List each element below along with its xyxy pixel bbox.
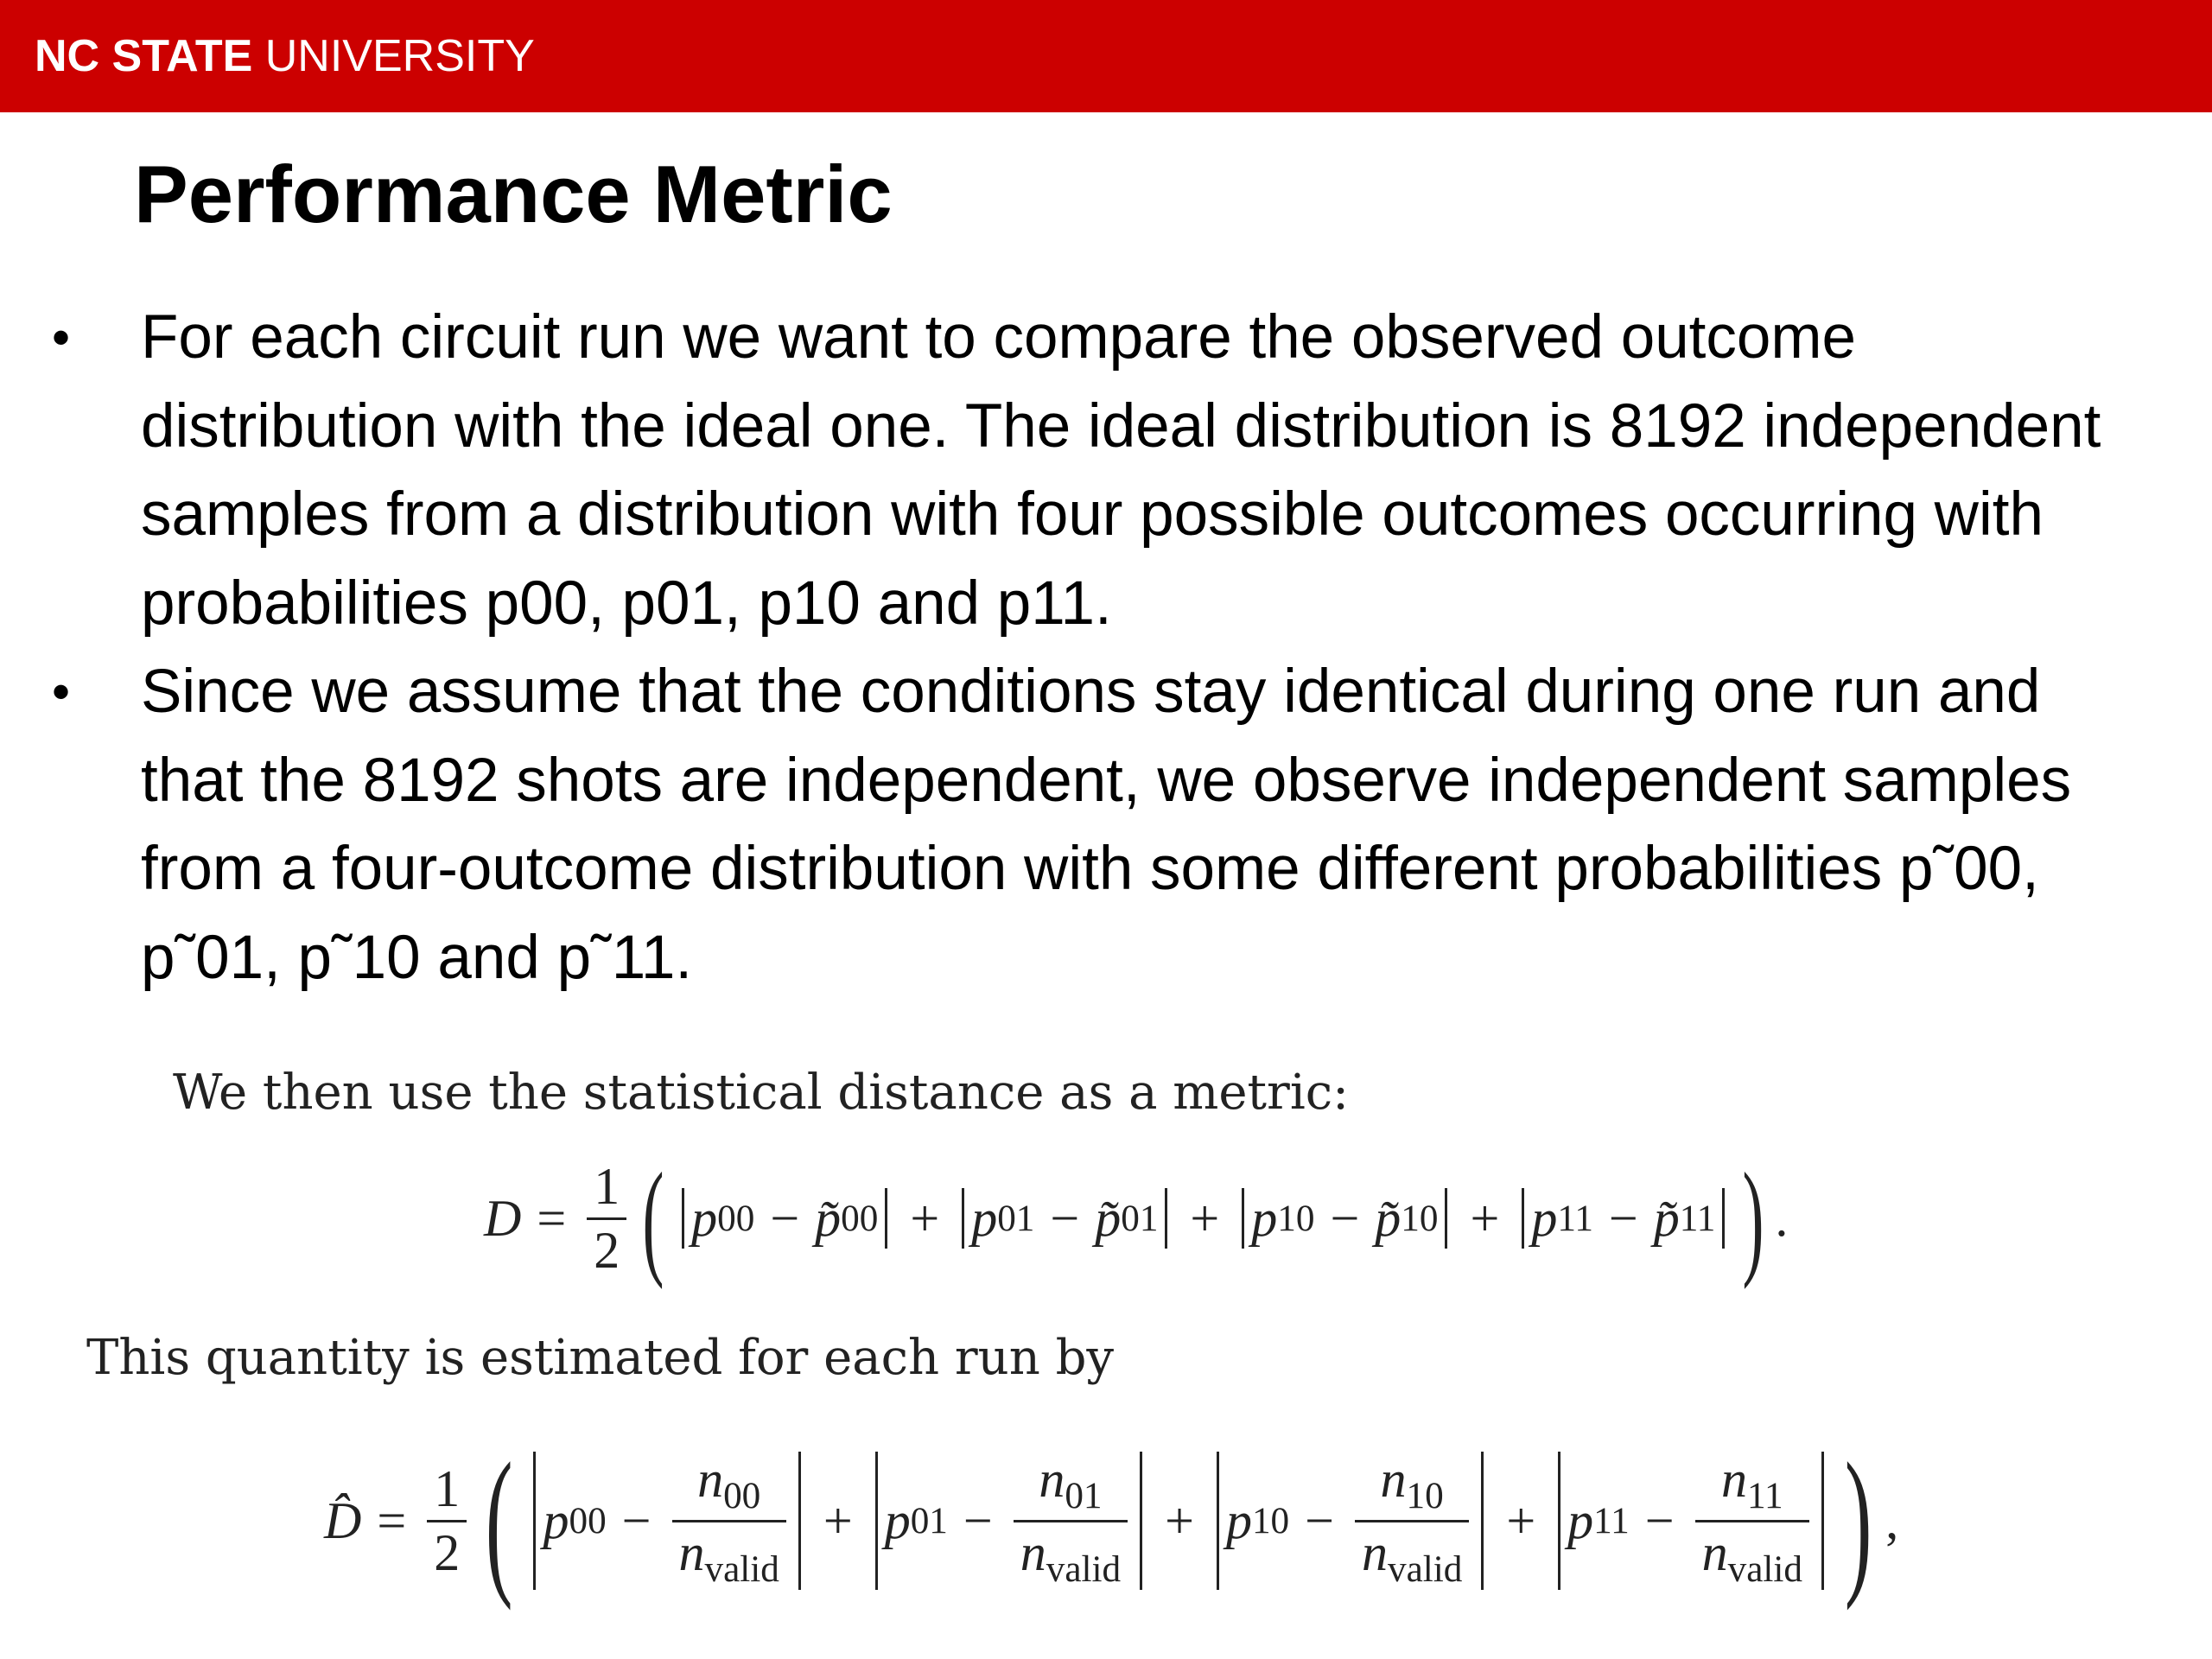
valid-sub: valid <box>1387 1548 1463 1590</box>
abs-bar <box>1165 1188 1167 1249</box>
minus-sign: − <box>963 1491 993 1549</box>
term-sub: 11 <box>1557 1198 1593 1239</box>
plus-sign: + <box>910 1189 940 1247</box>
term-p: p <box>1567 1491 1594 1549</box>
abs-bar <box>885 1188 887 1249</box>
term-p: p <box>971 1189 998 1247</box>
metric-intro-text: We then use the statistical distance as a metric: <box>173 1065 1349 1121</box>
minus-sign: − <box>1608 1189 1638 1247</box>
right-paren: ) <box>1844 1430 1872 1611</box>
plus-sign: + <box>823 1491 853 1549</box>
fraction-bar <box>427 1520 467 1522</box>
term-sub: 10 <box>1401 1198 1439 1239</box>
valid-n: n <box>1020 1523 1046 1581</box>
left-paren: ( <box>642 1147 664 1290</box>
bullet-text: Since we assume that the conditions stay identical during one run and that the 8192 shots are independent, we observe independent samples from a four-outcome distribution with some different probabilities p˜00, p˜01, p˜10 and p˜11. <box>141 658 2072 992</box>
minus-sign: − <box>621 1491 652 1549</box>
fraction-bar <box>587 1217 626 1220</box>
brand-bold: NC STATE <box>35 31 253 81</box>
term-p: p <box>543 1491 569 1549</box>
valid-sub: valid <box>1727 1548 1802 1590</box>
minus-sign: − <box>1305 1491 1334 1549</box>
abs-bar <box>1821 1452 1824 1590</box>
valid-n: n <box>1361 1523 1388 1581</box>
count-sub: 00 <box>723 1476 761 1517</box>
minus-sign: − <box>1644 1491 1675 1549</box>
bullet-list <box>52 294 2143 1002</box>
university-logo <box>35 26 535 86</box>
brand-regular: UNIVERSITY <box>264 31 535 81</box>
right-paren: ) <box>1742 1147 1764 1290</box>
bullet-text: For each circuit run we want to compare the observed outcome distribution with the ideal one. The ideal distribution is 8192 independent samples from a distribution with four possible outcomes occurring with probabilities p00, p01, p10 and p11. <box>141 303 2101 638</box>
count-fraction <box>1355 1452 1469 1589</box>
term-sub: 10 <box>1277 1198 1315 1239</box>
formula-lhs: D <box>484 1189 522 1247</box>
count-sub: 11 <box>1746 1476 1783 1517</box>
fraction-numerator: 1 <box>594 1157 620 1215</box>
fraction-numerator: 1 <box>434 1459 461 1517</box>
valid-n: n <box>678 1523 705 1581</box>
left-paren: ( <box>486 1430 513 1611</box>
plus-sign: + <box>1190 1189 1220 1247</box>
bullet-icon: • <box>52 308 71 366</box>
abs-bar <box>1522 1188 1524 1249</box>
term-sub: 10 <box>1251 1500 1290 1541</box>
valid-sub: valid <box>1046 1548 1122 1590</box>
plus-sign: + <box>1470 1189 1500 1247</box>
term-sub: 01 <box>910 1500 948 1541</box>
equals-sign: = <box>377 1491 407 1549</box>
valid-n: n <box>1701 1523 1728 1581</box>
term-sub: 00 <box>569 1500 607 1541</box>
formula-end: , <box>1885 1491 1899 1549</box>
minus-sign: − <box>1330 1189 1360 1247</box>
bullet-item <box>52 294 2143 648</box>
fraction-bar <box>1355 1520 1469 1522</box>
term-p: p <box>884 1491 911 1549</box>
term-p: p <box>691 1189 718 1247</box>
term-ptilde: p̃ <box>1653 1189 1680 1247</box>
abs-bar <box>682 1188 684 1249</box>
term-ptilde: p̃ <box>815 1189 842 1247</box>
count-n: n <box>1380 1451 1407 1509</box>
minus-sign: − <box>1050 1189 1080 1247</box>
abs-bar <box>1445 1188 1447 1249</box>
count-fraction <box>1014 1452 1128 1589</box>
count-n: n <box>697 1451 724 1509</box>
fraction-denominator: 2 <box>594 1221 620 1279</box>
header-bar <box>0 0 2212 112</box>
count-n: n <box>1039 1451 1065 1509</box>
term-p: p <box>1251 1189 1278 1247</box>
abs-bar <box>798 1452 801 1590</box>
abs-bar <box>962 1188 964 1249</box>
abs-bar <box>1722 1188 1725 1249</box>
abs-bar <box>1242 1188 1244 1249</box>
count-n: n <box>1720 1451 1747 1509</box>
plus-sign: + <box>1165 1491 1194 1549</box>
bullet-item <box>52 648 2143 1002</box>
term-p: p <box>1225 1491 1252 1549</box>
term-p: p <box>1531 1189 1558 1247</box>
abs-bar <box>1481 1452 1484 1590</box>
abs-bar <box>533 1452 536 1590</box>
equals-sign: = <box>537 1189 567 1247</box>
valid-sub: valid <box>704 1548 779 1590</box>
distance-formula <box>484 1147 1789 1290</box>
count-fraction <box>672 1452 786 1589</box>
abs-bar <box>875 1452 878 1590</box>
bullet-icon: • <box>52 663 71 721</box>
term-sub: 01 <box>1121 1198 1159 1239</box>
count-sub: 01 <box>1065 1476 1103 1517</box>
count-sub: 10 <box>1406 1476 1444 1517</box>
count-fraction <box>1695 1452 1809 1589</box>
minus-sign: − <box>770 1189 800 1247</box>
abs-bar <box>1217 1452 1219 1590</box>
slide-title: Performance Metric <box>134 149 893 239</box>
fraction-bar <box>1695 1520 1809 1522</box>
abs-bar <box>1140 1452 1142 1590</box>
fraction-bar <box>1014 1520 1128 1522</box>
term-sub: 11 <box>1679 1198 1716 1239</box>
estimate-intro-text: This quantity is estimated for each run by <box>86 1330 1115 1386</box>
fraction-bar <box>672 1520 786 1522</box>
half-fraction <box>587 1157 626 1279</box>
term-sub: 01 <box>997 1198 1035 1239</box>
estimator-formula <box>324 1430 1899 1611</box>
formula-lhs: D̂ <box>324 1491 362 1549</box>
term-ptilde: p̃ <box>1095 1189 1122 1247</box>
formula-end: . <box>1775 1189 1789 1247</box>
half-fraction <box>427 1459 467 1581</box>
fraction-denominator: 2 <box>434 1523 461 1581</box>
plus-sign: + <box>1506 1491 1536 1549</box>
abs-bar <box>1558 1452 1560 1590</box>
term-sub: 00 <box>717 1198 755 1239</box>
term-sub: 00 <box>841 1198 879 1239</box>
term-ptilde: p̃ <box>1375 1189 1402 1247</box>
term-sub: 11 <box>1593 1500 1630 1541</box>
